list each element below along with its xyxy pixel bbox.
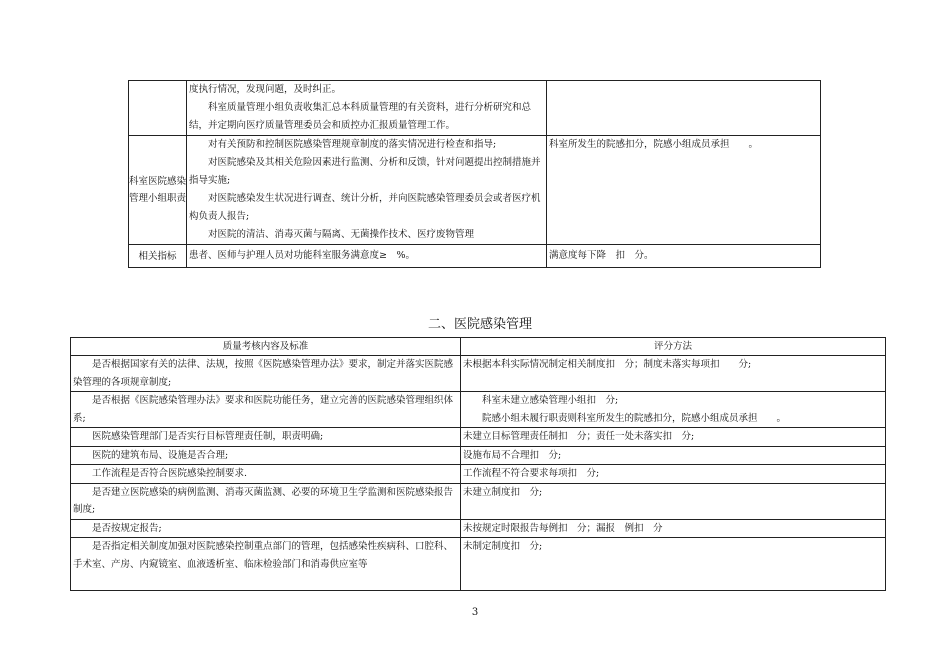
quality-management-text <box>187 81 547 136</box>
table-row <box>71 519 886 538</box>
method-cell: 未按规定时限报告每例扣 分；漏报 例扣 分 <box>461 519 886 538</box>
section-title: 二、医院感染管理 <box>427 317 532 332</box>
column-header-method: 评分方法 <box>461 338 886 356</box>
table-row <box>129 245 821 268</box>
table-row <box>71 538 886 591</box>
infection-duties-text <box>187 136 547 245</box>
method-cell: 未根据本科实际情况制定相关制度扣 分；制度未落实每项扣 分; <box>461 356 886 392</box>
method-line: 科室未建立感染管理小组扣 分; <box>482 395 619 406</box>
criteria-cell: 是否按规定报告; <box>71 519 461 538</box>
criteria-cell: 是否根据《医院感染管理办法》要求和医院功能任务，建立完善的医院感染管理组织体系; <box>71 392 461 428</box>
method-cell: 设施布局不合理扣 分; <box>461 446 886 465</box>
text-paragraph: 科室质量管理小组负责收集汇总本科质量管理的有关资料，进行分析研究和总结，并定期向医疗质量管理委员会和质控办汇报质量管理工作。 <box>189 102 532 131</box>
table-row <box>71 446 886 465</box>
criteria-cell: 工作流程是否符合医院感染控制要求. <box>71 465 461 484</box>
table-row <box>71 392 886 428</box>
criteria-cell: 医院的建筑布局、设施是否合理; <box>71 446 461 465</box>
duty-item: 对医院感染发生状况进行调查、统计分析，并向医院感染管理委员会或者医疗机构负责人报告; <box>189 193 541 222</box>
criteria-cell: 是否根据国家有关的法律、法规，按照《医院感染管理办法》要求，制定并落实医院感染管理的各项规章制度; <box>71 356 461 392</box>
row-label: 科室医院感染管理小组职责 <box>129 136 187 245</box>
method-cell: 未建立目标管理责任制扣 分；责任一处未落实扣 分; <box>461 428 886 447</box>
responsibility-table <box>128 80 821 268</box>
method-line: 院感小组未履行职责则科室所发生的院感扣分，院感小组成员承担 。 <box>482 412 787 424</box>
criteria-cell: 是否建立医院感染的病例监测、消毒灭菌监测、必要的环境卫生学监测和医院感染报告制度; <box>71 483 461 519</box>
criteria-cell: 是否指定相关制度加强对医院感染控制重点部门的管理，包括感染性疾病科、口腔科、手术室、产房、内窥镜室、血液透析室、临床检验部门和消毒供应室等 <box>71 538 461 591</box>
duty-item: 对有关预防和控制医院感染管理规章制度的落实情况进行检查和指导; <box>208 139 497 150</box>
table-row <box>71 356 886 392</box>
page-number: 3 <box>471 607 479 618</box>
indicator-text: 患者、医师与护理人员对功能科室服务满意度≥ %。 <box>187 245 547 268</box>
infection-management-table <box>70 337 886 591</box>
column-header-content: 质量考核内容及标准 <box>71 338 461 356</box>
method-cell: 未制定制度扣 分; <box>461 538 886 591</box>
duty-item: 对医院感染及其相关危险因素进行监测、分析和反馈，针对问题提出控制措施并指导实施; <box>189 157 541 186</box>
method-cell <box>461 392 886 428</box>
table-row <box>71 483 886 519</box>
criteria-cell: 医院感染管理部门是否实行目标管理责任制，职责明确; <box>71 428 461 447</box>
scoring-method-cell <box>547 81 821 136</box>
table-row <box>129 81 821 136</box>
row-label: 相关指标 <box>129 245 187 268</box>
table-header-row <box>71 338 886 356</box>
text-line: 度执行情况，发现问题，及时纠正。 <box>189 84 342 95</box>
method-cell: 工作流程不符合要求每项扣 分; <box>461 465 886 484</box>
method-cell: 未建立制度扣 分; <box>461 483 886 519</box>
scoring-method-cell: 满意度每下降 扣 分。 <box>547 245 821 268</box>
table-row <box>71 465 886 484</box>
scoring-method-cell: 科室所发生的院感扣分，院感小组成员承担 。 <box>547 136 821 245</box>
table-row <box>129 136 821 245</box>
table-row <box>71 428 886 447</box>
row-label-empty <box>129 81 187 136</box>
duty-item: 对医院的清洁、消毒灭菌与隔离、无菌操作技术、医疗废物管理 <box>208 229 475 240</box>
